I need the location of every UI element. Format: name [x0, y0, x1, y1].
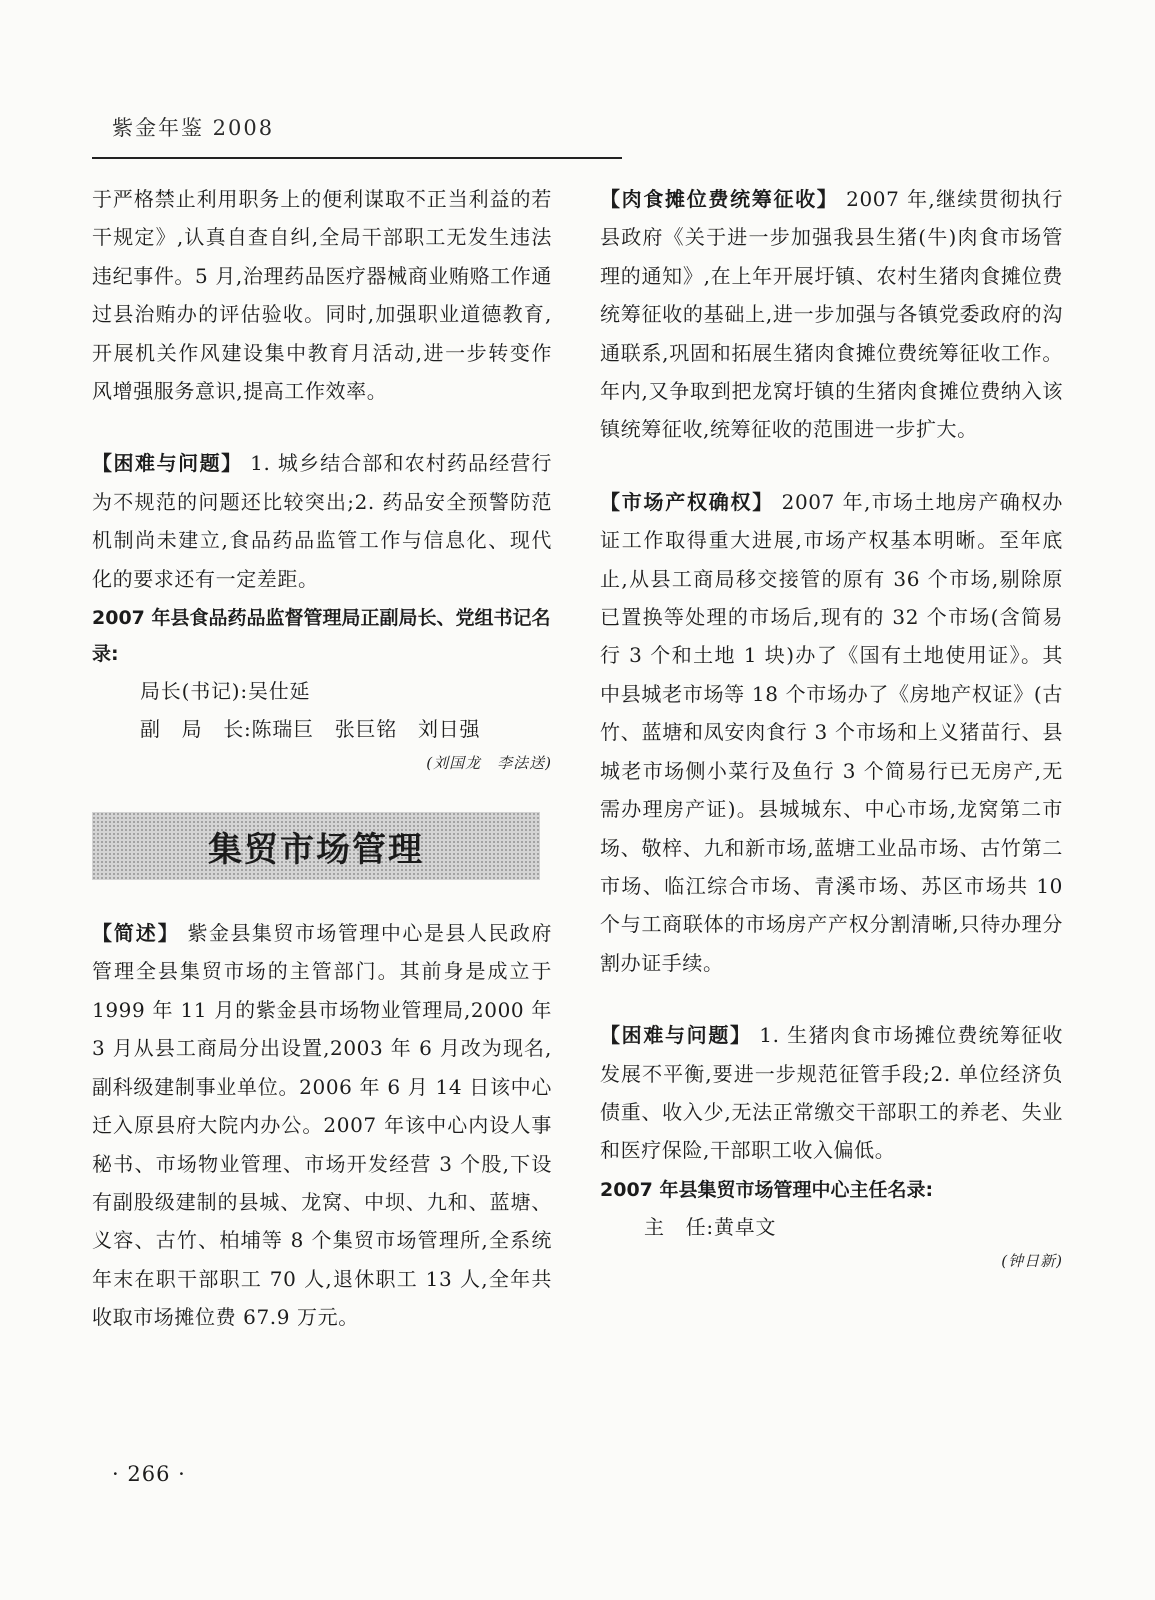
roster-director: 局长(书记):吴仕延 — [140, 679, 311, 704]
difficulty-text-market: 1. 生猪肉食市场摊位费统筹征收发展不平衡,要进一步规范征管手段;2. 单位经济负债重、收入少,无法正常缴交干部职工的养老、失业和医疗保险,干部职工收入偏低。 — [600, 1023, 1064, 1163]
right-column — [600, 180, 1063, 1276]
roster-title-market: 2007 年县集贸市场管理中心主任名录: — [600, 1178, 934, 1201]
overview-text: 紫金县集贸市场管理中心是县人民政府管理全县集贸市场的主管部门。其前身是成立于 1999 年 11 月的紫金县市场物业管理局,2000 年 3 月从县工商局分出设置,2003 年 6 月改为现名,副科级建制事业单位。2006 年 6 月 14 日该中心迁入原县府大院内办公。2007 年该中心内设人事秘书、市场物业管理、市场开发经营 3 个股,下设有副股级建制的县城、龙窝、中坝、九和、蓝塘、义容、古竹、柏埔等 8 个集贸市场管理所,全系统年末在职干部职工 70 人,退休职工 13 人,全年共收取市场摊位费 67.9 万元。 — [92, 921, 552, 1330]
paragraph-property-rights — [600, 483, 1063, 982]
paragraph-discipline: 于严格禁止利用职务上的便利谋取不正当利益的若干规定》,认真自查自纠,全局干部职工无发生违法违纪事件。5 月,治理药品医疗器械商业贿赂工作通过县治贿办的评估验收。同时,加强职业道德教育,开展机关作风建设集中教育月活动,进一步转变作风增强服务意识,提高工作效率。 — [92, 187, 552, 404]
header-rule — [92, 157, 622, 159]
running-title: 紫金年鉴 2008 — [112, 116, 275, 140]
author-credit-market: (钟日新) — [1001, 1251, 1063, 1270]
roster-market-director: 主 任:黄卓文 — [644, 1214, 777, 1239]
overview-heading: 【简述】 — [92, 921, 180, 946]
difficulty-text: 1. 城乡结合部和农村药品经营行为不规范的问题还比较突出;2. 药品安全预警防范机制尚未建立,食品药品监管工作与信息化、现代化的要求还有一定差距。 — [92, 451, 553, 591]
paragraph-difficulties-market — [600, 1016, 1063, 1170]
section-title: 集贸市场管理 — [208, 829, 424, 870]
left-column — [92, 180, 552, 1337]
roster-deputies: 副 局 长:陈瑞巨 张巨铭 刘日强 — [140, 717, 481, 742]
property-text: 2007 年,市场土地房产确权办证工作取得重大进展,市场产权基本明晰。至年底止,从县工商局移交接管的原有 36 个市场,剔除原已置换等处理的市场后,现有的 32 个市场(含简易行 3 个和土地 1 块)办了《国有土地使用证》。其中县城老市场等 18 个市场办了《房地产权证》(古竹、蓝塘和凤安肉食行 3 个市场和上义猪苗行、县城老市场侧小菜行及鱼行 3 个简易行已无房产,无需办理房产证)。县城城东、中心市场,龙窝第二市场、敬梓、九和新市场,蓝塘工业品市场、古竹第二市场、临江综合市场、青溪市场、苏区市场共 10 个与工商联体的市场房产产权分割清晰,只待办理分割办证手续。 — [600, 489, 1064, 975]
section-banner — [92, 812, 540, 880]
fee-text: 2007 年,继续贯彻执行县政府《关于进一步加强我县生猪(牛)肉食市场管理的通知》,在上年开展圩镇、农村生猪肉食摊位费统筹征收的基础上,进一步加强与各镇党委政府的沟通联系,巩固和拓展生猪肉食摊位费统筹征收工作。年内,又争取到把龙窝圩镇的生猪肉食摊位费纳入该镇统筹征收,统筹征收的范围进一步扩大。 — [600, 187, 1064, 442]
paragraph-difficulties-drug — [92, 444, 552, 598]
roster-title-drug: 2007 年县食品药品监督管理局正副局长、党组书记名录: — [92, 607, 551, 666]
property-heading: 【市场产权确权】 — [600, 489, 774, 514]
difficulty-heading-market: 【困难与问题】 — [600, 1023, 752, 1048]
difficulty-heading: 【困难与问题】 — [92, 451, 243, 476]
fee-heading: 【肉食摊位费统筹征收】 — [600, 187, 839, 211]
paragraph-overview — [92, 914, 552, 1336]
paragraph-stall-fees — [600, 180, 1063, 449]
author-credit-drug: (刘国龙 李法送) — [426, 754, 552, 773]
page-number: · 266 · — [112, 1462, 186, 1486]
